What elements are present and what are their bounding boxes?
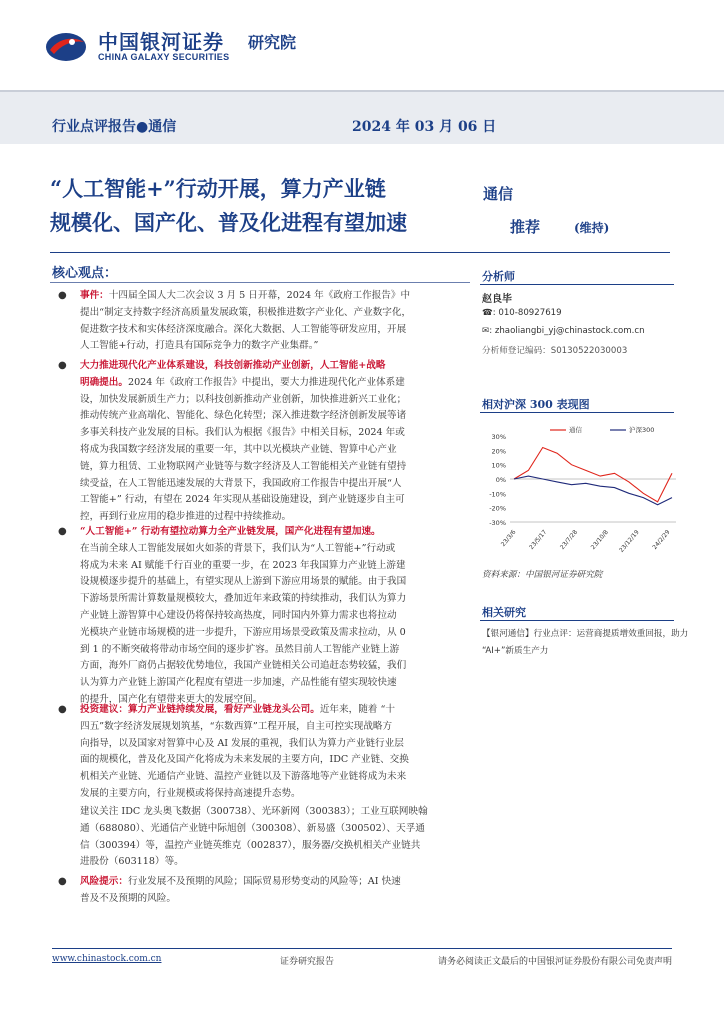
y-tick-label: -20% (489, 504, 506, 513)
analyst-cert: 分析师登记编码：S0130522030003 (482, 346, 628, 356)
text-line: 人工智能+行动，打造具有国际竞争力的数字产业集群。” (80, 340, 319, 352)
text-line: 到 1 的不断突破将带动市场空间的逐步扩容。虽然目前人工智能产业链上游 (80, 643, 400, 655)
report-type: 行业点评报告●通信 (52, 119, 177, 135)
risk-lead: 风险提示： (80, 876, 128, 887)
bullet-icon: ● (58, 290, 67, 301)
y-tick-label: 0% (495, 476, 506, 484)
x-tick-label: 23/10/8 (589, 528, 610, 552)
divider (480, 284, 674, 285)
text-line: 方面，海外厂商仍占据较优势地位，我国产业链相关公司追赶态势较猛，我们 (80, 660, 407, 672)
phone-icon: ☎ (482, 308, 493, 318)
text-line: 建议关注 IDC 龙头奥飞数据（300738）、光环新网（300383）；工业互联网映翰 (80, 806, 428, 817)
text-line: 行业发展不及预期的风险；国际贸易形势变动的风险等；AI 快速 (127, 876, 401, 887)
performance-chart (480, 418, 680, 566)
paragraph-investment (80, 702, 468, 803)
paragraph-ai-plus (80, 524, 468, 709)
text-line: 近年来，随着 “十 (319, 704, 395, 715)
text-line: 工智能+” 行动，有望在 2024 年实现从基础设施建设，到产业链逐步自主可 (80, 494, 405, 506)
analyst-heading: 分析师 (482, 270, 515, 283)
logo-english: CHINA GALAXY SECURITIES (98, 52, 230, 62)
footer-center: 证券研究报告 (280, 957, 335, 967)
paragraph-event (80, 288, 468, 355)
text-line: 面的规模化，普及化及国产化将成为未来发展的主要方向，IDC 产业链、交换 (80, 754, 409, 766)
chart-lines (514, 448, 672, 505)
text-line: 四五”数字经济发展规划筑基，“东数西算”工程开展，自主可控实现战略方 (80, 720, 393, 732)
y-tick-label: 20% (491, 447, 506, 456)
text-line: 促进数字技术和实体经济深度融合。深化大数据、人工智能等研发应用，开展 (80, 323, 407, 335)
text-line: 设，加快发展新质生产力；以科技创新推动产业创新，加快推进新兴工业化； (80, 393, 407, 405)
text-line: 设规模逐步提升的基础上，有望实现从上游到下游应用场景的赋能。由于我国 (80, 576, 407, 588)
text-line: 光模块产业链市场规模的进一步提升，下游应用场景受政策及需求拉动，从 0 (80, 626, 406, 638)
text-line: 机相关产业链、光通信产业链、温控产业链以及下游落地等产业链将成为未来 (80, 771, 407, 783)
sector-label: 通信 (483, 185, 514, 203)
text-line: 将成为我国数字经济发展的重要一年，其中以光模块产业链、智算中心产业 (80, 443, 397, 455)
ai-plus-lead: “人工智能+” 行动有望拉动算力全产业链发展，国产化进程有望加速。 (80, 526, 381, 537)
y-tick-label: -30% (489, 519, 506, 527)
title-line-1: “人工智能+”行动开展，算力产业链 (50, 176, 386, 201)
text-line: 多事关科技产业发展的目标。我们认为根据《报告》中相关目标，2024 年或 (80, 427, 405, 439)
text-line: 续受益，在人工智能迅速发展的大背景下，我国政府工作报告中提出开展“人 (80, 477, 402, 489)
bullet-icon: ● (58, 704, 67, 715)
galaxy-logo-icon (44, 30, 88, 64)
text-line: 下游场景所需计算数量规模较大，叠加近年来政策的持续推动，我们认为算力 (80, 593, 407, 605)
analyst-name: 赵良毕 (482, 294, 512, 305)
text-line: 在当前全球人工智能发展如火如荼的背景下，我们认为“人工智能+”行动或 (80, 542, 396, 554)
report-date: 2024 年 03 月 06 日 (352, 119, 497, 135)
series-line-2 (514, 476, 672, 505)
chart-source: 资料来源：中国银河证券研究院 (482, 570, 603, 580)
paragraph-risk (80, 874, 468, 908)
chart-heading: 相对沪深 300 表现图 (482, 398, 590, 411)
paragraph-recommendations (80, 804, 468, 871)
text-line: 推动传统产业高端化、智能化、绿色化转型；深入推进数字经济创新发展等诸 (80, 410, 407, 422)
institute-label: 研究院 (248, 33, 297, 52)
event-lead: 事件： (80, 290, 109, 301)
bullet-icon: ● (58, 876, 67, 887)
title-line-2: 规模化、国产化、普及化进程有望加速 (50, 210, 407, 235)
logo-chinese: 中国银河证券 (98, 30, 224, 54)
bullet-icon: ● (58, 526, 67, 537)
text-line: 将成为未来 AI 赋能千行百业的重要一步，在 2023 年我国算力产业链上游建 (80, 559, 406, 571)
y-tick-label: 10% (491, 461, 506, 470)
text-line: 信（300394）等，温控产业链英维克（002837），服务器/交换机相关产业链共 (80, 839, 421, 851)
legend-label: 通信 (569, 426, 582, 434)
core-view-heading: 核心观点： (52, 266, 118, 281)
report-title (50, 172, 470, 240)
analyst-phone: 010-80927619 (498, 308, 562, 318)
footer-disclaimer: 请务必阅读正文最后的中国银河证券股份有限公司免责声明 (438, 957, 673, 967)
bullet-icon: ● (58, 360, 67, 371)
paragraph-industry (80, 358, 468, 526)
text-line: 普及不及预期的风险。 (80, 892, 176, 904)
chart-axis (489, 433, 676, 554)
email-icon: ✉ (482, 326, 490, 336)
y-tick-label: 30% (491, 433, 506, 441)
divider (480, 620, 674, 621)
x-tick-label: 24/2/29 (651, 528, 672, 552)
analyst-phone-row: ☎: 010-80927619 (482, 308, 562, 318)
related-line: “AI+”新质生产力 (482, 646, 549, 656)
text-line: 提出“制定支持数字经济高质量发展政策，积极推进数字产业化、产业数字化， (80, 306, 412, 318)
related-item[interactable] (482, 626, 688, 660)
related-line: 【银河通信】行业点评：运营商提质增效重回报，助力 (482, 629, 689, 639)
divider (480, 412, 674, 413)
x-tick-label: 23/5/17 (528, 528, 549, 552)
text-line: 链，算力租赁、工业物联网产业链等与数字经济及人工智能相关产业链有望持 (80, 460, 407, 472)
rating-label: 推荐 (510, 218, 541, 236)
rating-status: (维持) (574, 221, 610, 235)
text-line: 控，再到行业应用的稳步推进的过程中持续推动。 (80, 511, 292, 523)
series-line-1 (514, 448, 672, 502)
text-line: 2024 年《政府工作报告》中提出，要大力推进现代化产业体系建 (127, 376, 405, 388)
text-line: 向指导，以及国家对智算中心及 AI 发展的重视，我们认为算力产业链行业层 (80, 737, 404, 749)
footer-website[interactable]: www.chinastock.com.cn (52, 954, 162, 964)
investment-lead: 投资建议：算力产业链持续发展，看好产业链龙头公司。 (80, 704, 320, 715)
x-tick-label: 23/7/28 (558, 528, 580, 552)
text-line: 十四届全国人大二次会议 3 月 5 日开幕，2024 年《政府工作报告》中 (108, 290, 411, 301)
industry-lead: 大力推进现代化产业体系建设，科技创新推动产业创新，人工智能+战略 (80, 360, 386, 371)
related-heading: 相关研究 (482, 606, 526, 619)
text-line: 认为算力产业链上游国产化程度有望进一步加速，产品性能有望实现较快速 (80, 677, 397, 689)
x-tick-label: 23/3/6 (499, 528, 518, 549)
x-tick-label: 23/12/19 (618, 528, 641, 554)
divider (50, 252, 670, 253)
footer-rule (52, 948, 672, 949)
y-tick-label: -10% (489, 490, 506, 499)
industry-lead: 明确提出。 (80, 376, 128, 388)
divider (50, 282, 470, 283)
analyst-email[interactable]: zhaoliangbi_yj@chinastock.com.cn (494, 326, 645, 336)
text-line: 通（688080）、光通信产业链中际旭创（300308）、新易盛（300502）、天孚通 (80, 822, 425, 834)
analyst-email-row: ✉: zhaoliangbi_yj@chinastock.com.cn (482, 326, 645, 336)
text-line: 发展的主要方向，行业规模或将保持高速提升态势。 (80, 787, 301, 799)
text-line: 产业链上游智算中心建设仍将保持较高热度，同时国内外算力需求也将拉动 (80, 609, 397, 621)
text-line: 的提升，国产化有望带来更大的发展空间。 (80, 693, 263, 705)
text-line: 进股份（603118）等。 (80, 856, 184, 868)
chart-legend (550, 425, 654, 434)
legend-label: 沪深300 (629, 426, 655, 434)
